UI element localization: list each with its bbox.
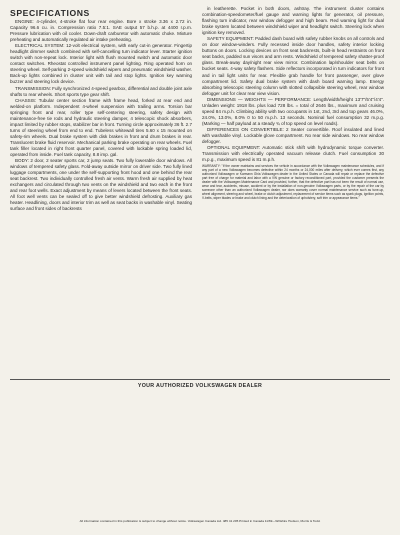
spec-body-continued: in leatherette. Pocket in both doors, ashtray. The instrument cluster contains combination-speedometer/fuel gauge and warning lights for generator, oil pressure, flashing turn indicator, rear window defogger and high beam. Red warning light for dual brake system located between windshield wiper and headlight switch. Steering lock when ignition key removed. bbox=[202, 6, 384, 36]
spec-safety-equipment: SAFETY EQUIPMENT: Padded dash board with safety rubber knobs on all controls and on door window-winders. Fully recessed inside door handles, safety interior locking buttons on doors. Locking devices on front seat backrests, built-in head restraints on front seat backs, padded sun visors and arm rests. Windshield of tempered safety shatter-proof glass. Break-away day/night rear view mirror. Combination lap/shoulder seat belts on bucket seats. 4-way safety flashers. Side reflectors incorporated in turn indicators for front and in tail light units for rear. Flexible grab handle for front passenger, over glove compartment lid. Safety dual brake system with dash board warning lamp. Energy absorbing telescopic steering column with slotted collapsible steering wheel, rear window defogger unit for clear rear view vision. bbox=[202, 36, 384, 96]
spec-convertible: DIFFERENCES ON CONVERTIBLE: 2 Seater convertible. Roof insulated and lined with washable vinyl. Lockable glove compartment. No rear side windows. No rear window defogger. bbox=[202, 126, 384, 145]
footer-divider bbox=[10, 379, 390, 380]
page-title: SPECIFICATIONS bbox=[10, 8, 90, 18]
spec-body: BODY: 2 door, 2 seater sports car, 2 jump seats. Two fully lowerable door windows. All windows of tempered safety glass. Fold-away outside mirror on driver side. Two fully lined luggage compartments, one under the self-supporting front hood and one behind the rear seat backrest. Two individually controlled fresh air vents. Warm fresh air supplied by heat exchangers and circulated through two vents on the windshield and two each in the front and rear foot wells. Exact adjustment by means of levers located between the front seats. All foot well vents can be sealed off to give better windshield defrosting. Auxiliary gas heater. Headlining, doors and interior trim as well as seat backs in washable vinyl. Seating surface and front sides of backrests bbox=[10, 158, 192, 212]
fineprint: All information contained in this publication is subject to change without notice. Volkswagen Canada Ltd. 485 41 205 Printed in Canada 11/69—Wiltshire Hudson, Morris & Todd. bbox=[79, 519, 321, 523]
warranty-text: WARRANTY: "If the owner maintains and services the vehicle in accordance with the Volkswagen maintenance schedules, and if any part of a new Volkswagen becomes defective within 24 months or 24,000 miles after delivery, which ever comes first, any authorized Volkswagen or Karmann Ghia Volkswagen dealer in the United States or Canada will repair or replace the defective part free of charge for material and labor with a VW genuine or factory reconditioned part, provided the customer presents the dealer with the Volkswagen Maintenance Card and provided, further, that the defective part has not been the result of normal use, wear and tear, accidents, misuse, accident or by the installation of non-genuine Volkswagen parts, or by the repair of the car by someone other than an authorized Volkswagen dealer, nor does warranty cover normal maintenance service such as tune-up, wheel alignment, steering and wheel, brake or clutch adjustment, replacement of service items such as spark plugs, ignition points, V-belts, wiper blades or brake and clutch lining and the deterioration of upholstery, soft trim or appearance items." bbox=[202, 164, 384, 200]
dealer-label: YOUR AUTHORIZED VOLKSWAGEN DEALER bbox=[137, 383, 263, 389]
spec-chassis: CHASSIS: Tubular center section frame with frame head, forked at rear end and welded-on platform. Independent 4-wheel suspension with trailing arms. Torsion bar springing front and rear, roller type self-centering steering, safety design with maintenance-free tie rods and hydraulic steering damper, 4 telescopic shock absorbers, impact limited by rubber stops, stabilizer bar in front. Turning circle approximately 36 ft. 2.7 turns of steering wheel from end to end. Tubeless whitewall tires 5.60 x 15 mounted on safety-rim wheels. Dual brake system with disk brakes in front and drum brakes in rear. Translucent brake fluid reservoir. Mechanical parking brake operating on rear wheels. Fuel tank filler located in right front quarter panel, covered with lockable spring loaded lid, operated from inside. Fuel tank capacity, 8.8 imp. gal. bbox=[10, 97, 192, 158]
spec-optional-equipment: OPTIONAL EQUIPMENT: Automatic stick shift with hydrodynamic torque converter. Transmission with electrically operated vacuum release clutch. Fuel consumption 30 m.p.g., maximum speed is 81 m.p.h. bbox=[202, 145, 384, 163]
left-column bbox=[10, 19, 192, 213]
spec-dimensions: DIMENSIONS — WEIGHTS — PERFORMANCE: Length/width/height 13'7"/5'4"/4'4". Unladen weight: 1918 lbs. plus load 728 lbs. = total of 2646 lbs., maximum and cruising speed 84 m.p.h. Climbing ability with two occupants in 1st, 2nd, 3rd and top gears 46.0%, 24.0%, 13.0%, 8.0% 0 to 50 m.p.h. 13 seconds. Nominal fuel consumption 32 m.p.g. (Marking — half payload at a steady ¾ of top speed on level roads). bbox=[202, 96, 384, 126]
right-column bbox=[202, 6, 384, 201]
spec-engine: ENGINE: 4-cylinder, 4-stroke flat four rear engine. Bore x stroke 3.36 x 2.72 in. Capacity 96.6 cu. in. Compression ratio 7.5:1. SAE output 57 b.h.p. at 4400 r.p.m. Pressure lubrication with oil cooler. Down-draft carburetor with automatic choke. Mixture preheating and automatically regulated air intake preheating. bbox=[10, 19, 192, 43]
spec-electrical-system: ELECTRICAL SYSTEM: 12-volt electrical system, with early cut-in generator. Fingertip headlight dimmer switch combined with self-cancelling turn indicator lever. Starter ignition switch with non-repeat lock. Interior light with flush mounted switch and automatic door contact switches. Rheostat controlled instrument panel lighting. Ring operated horn on steering wheel. Self-parking 2-speed windshield wipers and pneumatic windshield washer. Back-up lights combined in cluster unit with tail and stop lights. Ignition key warning buzzer and steering lock device. bbox=[10, 43, 192, 85]
spec-transmission: TRANSMISSION: Fully synchronized 4-speed gearbox, differential and double joint axle shafts to rear wheels. Short sports type gear shift. bbox=[10, 85, 192, 97]
